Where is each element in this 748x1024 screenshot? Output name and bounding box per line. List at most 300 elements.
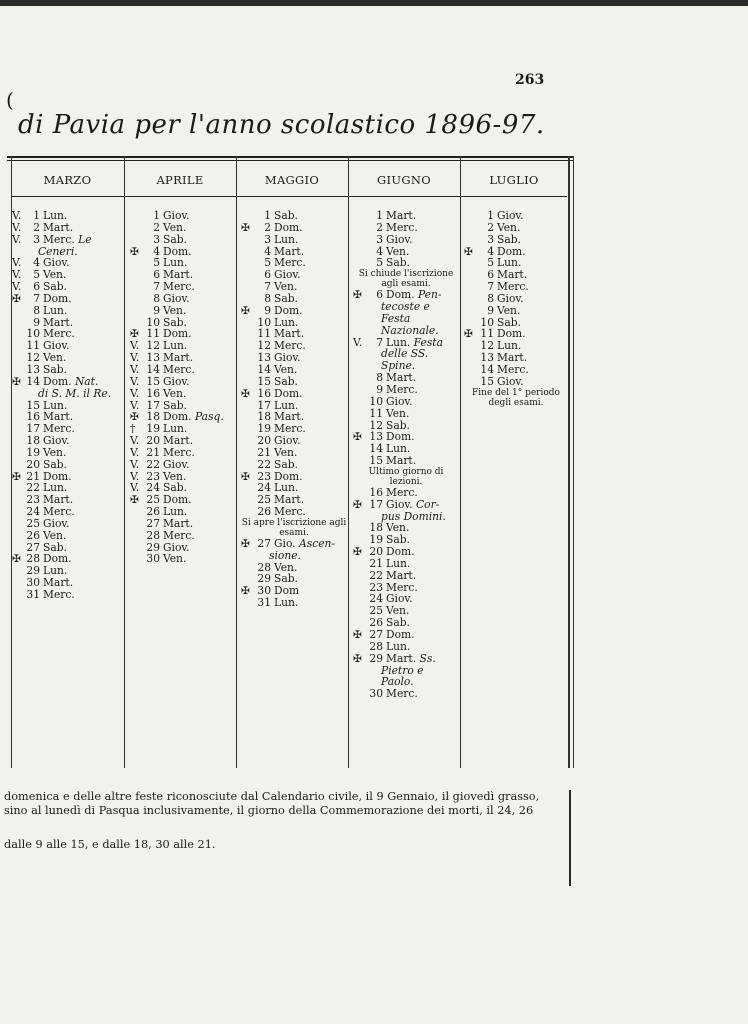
- day-number: 12: [26, 351, 40, 365]
- day-number: 18: [369, 521, 383, 535]
- cross-icon: ✠: [12, 552, 21, 566]
- calendar-day-entry: [241, 597, 347, 609]
- table-top-rule-thin: [7, 160, 573, 161]
- day-number: 7: [487, 280, 494, 294]
- day-number: 20: [26, 457, 40, 471]
- weekday-label: Sab.: [43, 280, 67, 294]
- calendar-day-entry: [353, 499, 459, 511]
- day-number: 18: [26, 434, 40, 448]
- calendar-day-entry: [241, 293, 347, 305]
- weekday-label: Giov.: [274, 351, 301, 365]
- day-number: 17: [369, 497, 383, 511]
- weekday-label: Merc.: [43, 505, 75, 519]
- day-number: 28: [26, 552, 40, 566]
- weekday-label: Merc.: [386, 382, 418, 396]
- column-divider: [573, 156, 574, 768]
- weekday-label: Ven.: [43, 351, 67, 365]
- weekday-label: Giov.: [274, 434, 301, 448]
- weekday-label: Ven.: [274, 560, 298, 574]
- day-number: 27: [146, 516, 160, 530]
- day-number: 21: [369, 556, 383, 570]
- day-number: 18: [146, 410, 160, 424]
- weekday-label: Ven.: [386, 521, 410, 535]
- day-number: 8: [264, 291, 271, 305]
- calendar-day-entry: [12, 222, 122, 234]
- day-number: 5: [264, 256, 271, 270]
- vacation-mark: V.: [130, 362, 140, 376]
- month-column-maggio: [241, 210, 347, 609]
- weekday-label: Dom.: [386, 545, 415, 559]
- weekday-label: Sab.: [274, 209, 298, 222]
- weekday-label: Dom.: [43, 291, 72, 305]
- day-number: 16: [257, 386, 271, 400]
- column-divider: [124, 156, 125, 768]
- weekday-label: Giov.: [386, 497, 413, 511]
- weekday-label: Ven.: [43, 528, 67, 542]
- weekday-label: Giov.: [163, 457, 190, 471]
- month-header-luglio: LUGLIO: [489, 173, 539, 187]
- cross-icon: ✠: [12, 469, 21, 483]
- day-number: 11: [257, 327, 271, 341]
- weekday-label: Ven.: [163, 386, 187, 400]
- weekday-label: Merc.: [43, 422, 75, 436]
- weekday-label: Lun.: [163, 422, 188, 436]
- calendar-day-entry: [130, 305, 235, 317]
- day-number: 27: [257, 536, 271, 550]
- weekday-label: Merc.: [274, 422, 306, 436]
- day-number: 31: [26, 588, 40, 601]
- calendar-day-entry: [12, 293, 122, 305]
- day-number: 9: [33, 315, 40, 329]
- weekday-label: Mart.: [43, 576, 74, 590]
- cross-icon: ✠: [241, 303, 250, 317]
- day-number: 15: [146, 374, 160, 388]
- weekday-label: Sab.: [386, 418, 410, 432]
- calendar-day-entry: [464, 293, 568, 305]
- day-number: 16: [146, 386, 160, 400]
- weekday-label: Lun.: [274, 315, 299, 329]
- day-number: 11: [26, 339, 40, 353]
- weekday-label: Lun.: [43, 303, 68, 317]
- vacation-mark: V.: [353, 335, 363, 349]
- day-number: 28: [257, 560, 271, 574]
- day-number: 29: [257, 572, 271, 586]
- feast-note: Pasq.: [194, 410, 224, 424]
- day-number: 24: [26, 505, 40, 519]
- day-number: 4: [33, 256, 40, 270]
- weekday-label: Sab.: [274, 374, 298, 388]
- weekday-label: Sab.: [386, 616, 410, 630]
- cross-icon: ✠: [241, 220, 250, 234]
- calendar-day-entry: [12, 459, 122, 471]
- weekday-label: Ven.: [43, 445, 67, 459]
- weekday-label: Mart.: [163, 351, 194, 365]
- feast-note-continued: pus Domini.: [381, 509, 446, 523]
- feast-note: Pen-: [417, 288, 442, 302]
- weekday-label: Sab.: [43, 540, 67, 554]
- day-number: 31: [257, 596, 271, 610]
- weekday-label: Merc.: [386, 220, 418, 234]
- day-number: 27: [26, 540, 40, 554]
- vacation-mark: V.: [12, 232, 22, 246]
- day-number: 4: [264, 244, 271, 258]
- day-number: 5: [33, 268, 40, 282]
- day-number: 21: [257, 445, 271, 459]
- weekday-label: Mart.: [274, 493, 305, 507]
- month-header-aprile: APRILE: [156, 173, 204, 187]
- feast-note: Cor-: [415, 497, 440, 511]
- day-number: 26: [146, 505, 160, 519]
- day-number: 9: [376, 382, 383, 396]
- day-number: 30: [257, 584, 271, 598]
- weekday-label: Giov.: [497, 374, 524, 388]
- day-number: 25: [369, 604, 383, 618]
- weekday-label: Merc.: [163, 362, 195, 376]
- weekday-label: Lun.: [386, 639, 411, 653]
- vacation-mark: V.: [12, 268, 22, 282]
- day-number: 1: [264, 209, 271, 222]
- calendar-day-entry: [353, 688, 459, 700]
- vacation-mark: V.: [130, 445, 140, 459]
- day-number: 6: [153, 268, 160, 282]
- calendar-day-entry: [241, 234, 347, 246]
- weekday-label: Dom.: [43, 552, 72, 566]
- calendar-day-entry: [353, 396, 459, 408]
- day-number: 20: [146, 434, 160, 448]
- page-top-edge: [0, 0, 748, 6]
- calendar-day-entry: [241, 459, 347, 471]
- cross-icon: ✠: [130, 410, 139, 424]
- weekday-label: Mart.: [43, 410, 74, 424]
- weekday-label: Ven.: [386, 244, 410, 258]
- day-number: 14: [257, 362, 271, 376]
- day-number: 15: [480, 374, 494, 388]
- day-number: 2: [33, 220, 40, 234]
- cross-icon: ✠: [130, 493, 139, 507]
- day-number: 26: [369, 616, 383, 630]
- weekday-label: Dom.: [274, 303, 303, 317]
- day-number: 15: [257, 374, 271, 388]
- cross-icon: ✠: [241, 536, 250, 550]
- calendar-day-entry: [241, 538, 347, 550]
- day-number: 1: [153, 209, 160, 222]
- calendar-day-entry: [12, 269, 122, 281]
- calendar-day-entry: [12, 518, 122, 530]
- weekday-label: Ven.: [497, 220, 521, 234]
- weekday-label: Sab.: [274, 457, 298, 471]
- day-number: 9: [153, 303, 160, 317]
- calendar-day-entry: [353, 570, 459, 582]
- calendar-day-entry: [130, 553, 235, 565]
- calendar-day-entry: [12, 447, 122, 459]
- cross-icon: ✠: [241, 386, 250, 400]
- day-number: 7: [376, 335, 383, 349]
- calendar-day-entry: [12, 305, 122, 317]
- weekday-label: Lun.: [163, 339, 188, 353]
- vacation-mark: V.: [130, 339, 140, 353]
- day-number: 24: [369, 592, 383, 606]
- month-header-maggio: MAGGIO: [264, 173, 320, 187]
- weekday-label: Dom.: [386, 430, 415, 444]
- weekday-label: Merc.: [497, 362, 529, 376]
- weekday-label: Ven.: [43, 268, 67, 282]
- day-number: 10: [146, 315, 160, 329]
- month-column-giugno: [353, 210, 459, 700]
- weekday-label: Ven.: [497, 303, 521, 317]
- day-number: 25: [146, 493, 160, 507]
- calendar-day-entry: [464, 222, 568, 234]
- cross-icon: ✠: [464, 244, 473, 258]
- page-number: 263: [515, 72, 545, 88]
- weekday-label: Giov.: [497, 209, 524, 222]
- day-number: 30: [146, 552, 160, 566]
- weekday-label: Dom.: [497, 327, 526, 341]
- weekday-label: Merc.: [163, 280, 195, 294]
- calendar-day-entry: [130, 530, 235, 542]
- day-number: 19: [369, 533, 383, 547]
- day-number: 4: [153, 244, 160, 258]
- weekday-label: Mart.: [497, 268, 528, 282]
- day-number: 8: [376, 371, 383, 385]
- weekday-label: Lun.: [43, 481, 68, 495]
- day-number: 6: [264, 268, 271, 282]
- day-number: 22: [146, 457, 160, 471]
- vacation-mark: V.: [130, 386, 140, 400]
- day-number: 9: [487, 303, 494, 317]
- calendar-day-entry: [353, 487, 459, 499]
- day-number: 11: [480, 327, 494, 341]
- weekday-label: Merc.: [386, 687, 418, 701]
- weekday-label: Mart.: [386, 651, 417, 665]
- day-number: 24: [257, 481, 271, 495]
- day-number: 30: [26, 576, 40, 590]
- weekday-label: Giov.: [386, 592, 413, 606]
- cross-icon: ✠: [241, 584, 250, 598]
- calendar-day-entry: [130, 459, 235, 471]
- day-number: 2: [264, 220, 271, 234]
- weekday-label: Giov.: [43, 516, 70, 530]
- weekday-label: Merc.: [274, 339, 306, 353]
- weekday-label: Merc.: [43, 588, 75, 601]
- calendar-day-entry: [241, 388, 347, 400]
- day-number: 2: [376, 220, 383, 234]
- cross-icon: ✠: [12, 374, 21, 388]
- weekday-label: Dom.: [43, 374, 72, 388]
- day-number: 12: [146, 339, 160, 353]
- page-title: di Pavia per l'anno scolastico 1896-97.: [18, 110, 545, 140]
- weekday-label: Giov.: [43, 256, 70, 270]
- calendar-day-entry: [464, 376, 568, 388]
- day-number: 12: [257, 339, 271, 353]
- footer-text: [4, 790, 570, 852]
- month-column-luglio: [464, 210, 568, 408]
- calendar-day-entry: [353, 257, 459, 269]
- day-number: 21: [146, 445, 160, 459]
- weekday-label: Lun.: [386, 335, 411, 349]
- weekday-label: Giov.: [386, 394, 413, 408]
- weekday-label: Lun.: [497, 339, 522, 353]
- cross-icon: ✠: [353, 288, 362, 302]
- weekday-label: Lun.: [43, 564, 68, 578]
- vacation-mark: V.: [130, 481, 140, 495]
- day-number: 29: [26, 564, 40, 578]
- weekday-label: Giov.: [163, 374, 190, 388]
- calendar-day-entry: [130, 388, 235, 400]
- cross-icon: ✠: [241, 469, 250, 483]
- day-number: 20: [369, 545, 383, 559]
- day-number: 4: [376, 244, 383, 258]
- calendar-day-entry: [130, 518, 235, 530]
- day-number: 23: [26, 493, 40, 507]
- weekday-label: Mart.: [43, 220, 74, 234]
- day-number: 30: [369, 687, 383, 701]
- weekday-label: Dom.: [163, 244, 192, 258]
- column-divider: [568, 156, 570, 768]
- weekday-label: Sab.: [497, 232, 521, 246]
- day-number: 1: [33, 209, 40, 222]
- feast-note: Le: [78, 232, 92, 246]
- weekday-label: Sab.: [163, 315, 187, 329]
- day-number: 8: [153, 291, 160, 305]
- day-number: 13: [369, 430, 383, 444]
- column-divider: [236, 156, 237, 768]
- weekday-label: Sab.: [497, 315, 521, 329]
- footer-line: sino al lunedì di Pasqua inclusivamente, il giorno della Commemorazione dei morti, il 24, 26: [4, 804, 534, 817]
- footer-line: domenica e delle altre feste riconosciute dal Calendario civile, il 9 Gennaio, il giovedì grasso,: [4, 790, 540, 803]
- cross-icon: ✠: [353, 497, 362, 511]
- day-number: 26: [257, 505, 271, 519]
- day-number: 13: [257, 351, 271, 365]
- vacation-mark: V.: [130, 469, 140, 483]
- calendar-day-entry: [130, 447, 235, 459]
- day-number: 3: [264, 232, 271, 246]
- day-number: 3: [33, 232, 40, 246]
- weekday-label: Sab.: [43, 457, 67, 471]
- feast-note-continued: Nazionale.: [381, 323, 439, 337]
- day-number: 5: [376, 256, 383, 270]
- day-number: 6: [487, 268, 494, 282]
- day-number: 10: [369, 394, 383, 408]
- day-number: 19: [257, 422, 271, 436]
- day-number: 11: [146, 327, 160, 341]
- calendar-day-entry: [353, 289, 459, 301]
- day-number: 5: [487, 256, 494, 270]
- weekday-label: Dom.: [274, 220, 303, 234]
- calendar-day-entry: [130, 376, 235, 388]
- weekday-label: Sab.: [274, 291, 298, 305]
- weekday-label: Lun.: [274, 232, 299, 246]
- cross-icon: ✠: [130, 327, 139, 341]
- weekday-label: Dom.: [386, 628, 415, 641]
- column-divider: [348, 156, 349, 768]
- vacation-mark: V.: [130, 434, 140, 448]
- weekday-label: Mart.: [497, 351, 528, 365]
- day-number: 23: [146, 469, 160, 483]
- day-number: 13: [146, 351, 160, 365]
- day-number: 25: [257, 493, 271, 507]
- weekday-label: Sab.: [43, 362, 67, 376]
- month-column-marzo: [12, 210, 122, 601]
- calendar-day-entry: [12, 376, 122, 388]
- feast-note: Festa: [413, 335, 443, 349]
- weekday-label: Ven.: [386, 406, 410, 420]
- day-number: 3: [153, 232, 160, 246]
- weekday-label: Merc.: [386, 485, 418, 499]
- calendar-day-entry: [130, 234, 235, 246]
- weekday-label: Mart.: [163, 268, 194, 282]
- column-divider: [460, 156, 461, 768]
- calendar-day-entry: [353, 337, 459, 349]
- day-number: 1: [487, 209, 494, 222]
- cross-icon: ✠: [130, 244, 139, 258]
- feast-note: Nat.: [74, 374, 99, 388]
- day-number: 22: [257, 457, 271, 471]
- day-number: 23: [257, 469, 271, 483]
- vacation-mark: V.: [130, 398, 140, 412]
- vacation-mark: V.: [130, 374, 140, 388]
- weekday-label: Giov.: [163, 209, 190, 222]
- day-number: 23: [369, 580, 383, 594]
- title-prefix: (: [6, 88, 14, 112]
- day-number: 2: [487, 220, 494, 234]
- weekday-label: Mart.: [386, 568, 417, 582]
- weekday-label: Sab.: [274, 572, 298, 586]
- day-number: 6: [33, 280, 40, 294]
- weekday-label: Giov.: [163, 291, 190, 305]
- dagger-icon: †: [130, 422, 136, 436]
- day-number: 22: [369, 568, 383, 582]
- weekday-label: Giov.: [497, 291, 524, 305]
- day-number: 4: [487, 244, 494, 258]
- cross-icon: ✠: [353, 545, 362, 559]
- vacation-mark: V.: [12, 280, 22, 294]
- weekday-label: Merc.: [497, 280, 529, 294]
- weekday-label: Mart.: [386, 371, 417, 385]
- weekday-label: Mart.: [43, 315, 74, 329]
- day-number: 13: [480, 351, 494, 365]
- day-number: 18: [257, 410, 271, 424]
- day-number: 8: [33, 303, 40, 317]
- weekday-label: Dom.: [274, 469, 303, 483]
- weekday-label: Dom.: [163, 493, 192, 507]
- day-number: 15: [26, 398, 40, 412]
- weekday-label: Merc.: [163, 445, 195, 459]
- weekday-label: Dom.: [386, 288, 415, 302]
- vacation-mark: V.: [12, 256, 22, 270]
- day-number: 12: [369, 418, 383, 432]
- day-number: 29: [146, 540, 160, 554]
- day-number: 10: [26, 327, 40, 341]
- calendar-day-entry: [12, 589, 122, 601]
- cross-icon: ✠: [353, 430, 362, 444]
- day-number: 6: [376, 288, 383, 302]
- weekday-label: Ven.: [163, 469, 187, 483]
- calendar-day-entry: [12, 234, 122, 246]
- weekday-label: Giov.: [386, 232, 413, 246]
- weekday-label: Merc.: [43, 232, 75, 246]
- weekday-label: Lun.: [386, 556, 411, 570]
- cross-icon: ✠: [464, 327, 473, 341]
- weekday-label: Mart.: [274, 327, 305, 341]
- weekday-label: Dom.: [43, 469, 72, 483]
- calendar-day-entry: [353, 234, 459, 246]
- calendar-day-entry: [353, 455, 459, 467]
- day-number: 16: [26, 410, 40, 424]
- vacation-mark: V.: [12, 220, 22, 234]
- day-number: 11: [369, 406, 383, 420]
- month-header-giugno: GIUGNO: [377, 173, 431, 187]
- weekday-label: Sab.: [386, 256, 410, 270]
